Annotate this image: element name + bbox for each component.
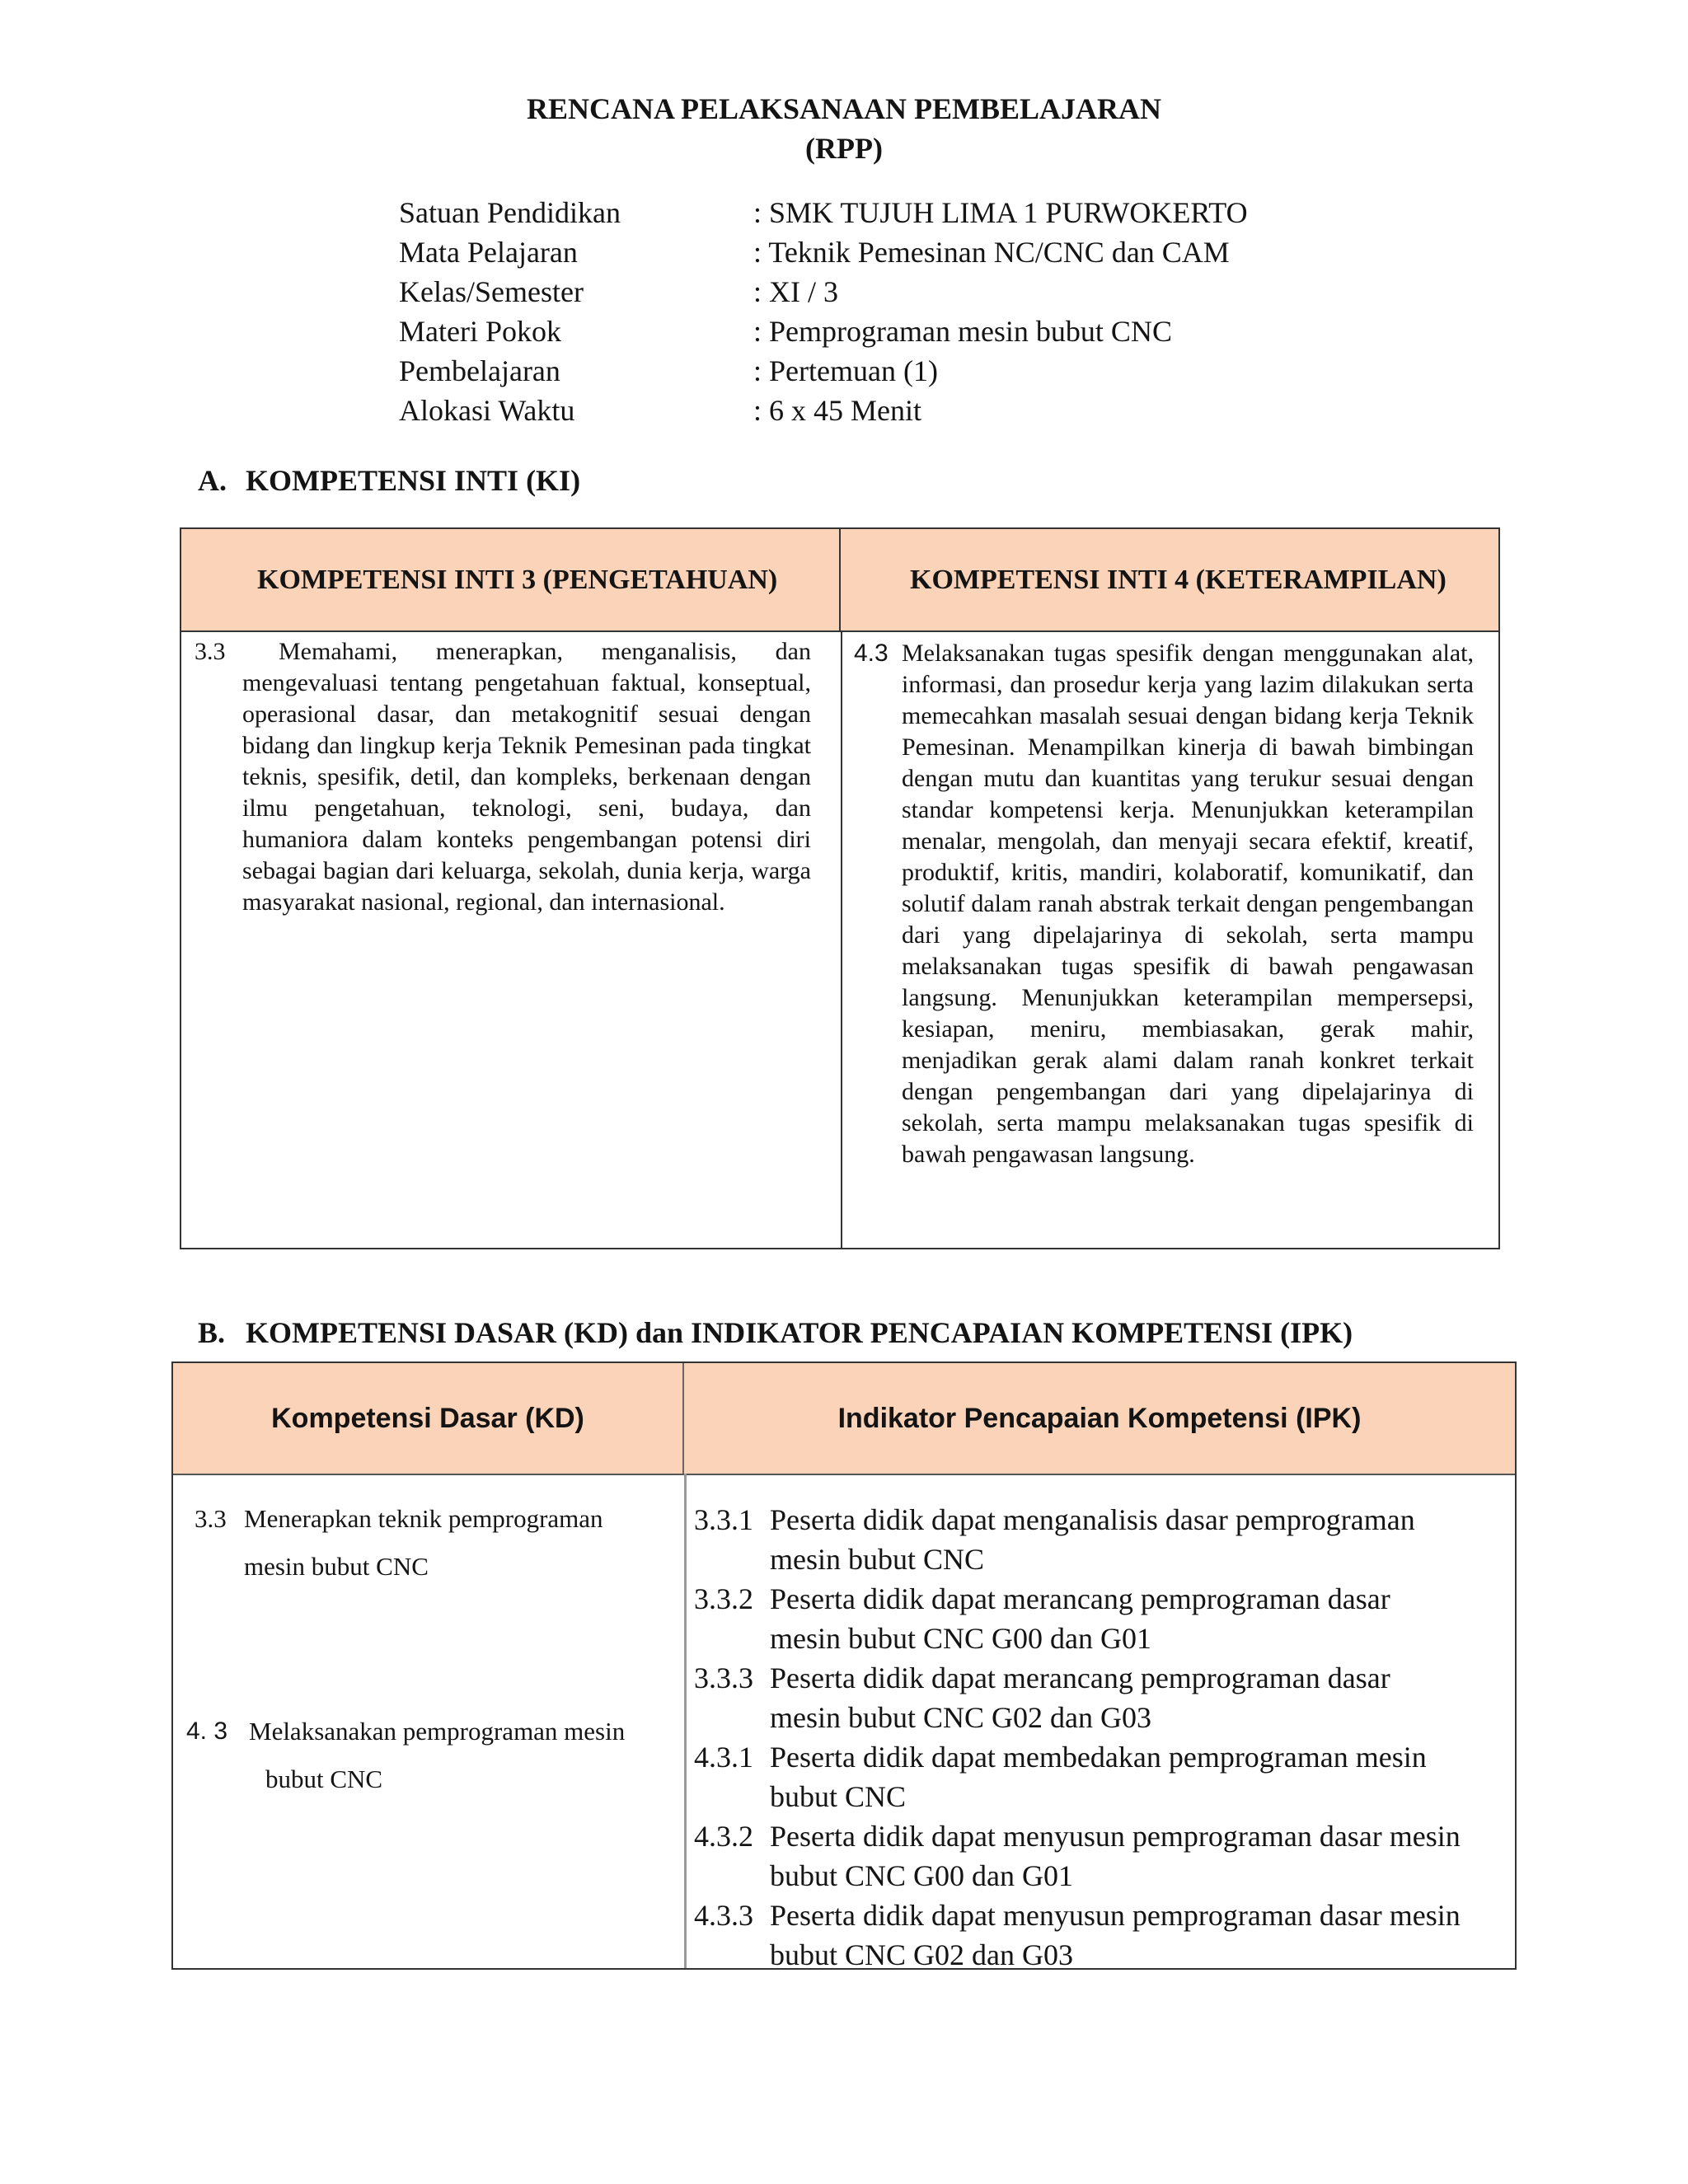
section-letter: A.	[198, 464, 227, 497]
ipk-number: 4.3.2	[694, 1820, 753, 1853]
section-title: KOMPETENSI INTI (KI)	[246, 464, 581, 497]
kd-number: 3.3	[195, 1504, 227, 1533]
kd-column-header: Kompetensi Dasar (KD)	[173, 1363, 684, 1474]
info-label: Pembelajaran	[399, 354, 560, 387]
info-value: : Teknik Pemesinan NC/CNC dan CAM	[753, 236, 1230, 269]
ipk-number: 3.3.1	[694, 1503, 753, 1536]
document-subtitle: (RPP)	[805, 132, 883, 165]
info-value: : Pemprograman mesin bubut CNC	[753, 315, 1172, 348]
document-title: RENCANA PELAKSANAAN PEMBELAJARAN	[526, 92, 1162, 125]
kd-number: 4. 3	[186, 1718, 228, 1745]
info-value: : XI / 3	[753, 275, 838, 308]
table-divider	[841, 630, 842, 1249]
ki3-number: 3.3	[195, 638, 226, 665]
info-value: : 6 x 45 Menit	[753, 394, 921, 427]
section-letter: B.	[198, 1316, 226, 1349]
kd-text: Melaksanakan pemprograman mesin	[249, 1717, 626, 1746]
ipk-text: Peserta didik dapat merancang pemprograman dasar	[770, 1661, 1390, 1694]
table-divider	[684, 1474, 687, 1968]
section-title: KOMPETENSI DASAR (KD) dan INDIKATOR PENCAPAIAN KOMPETENSI (IPK)	[246, 1316, 1353, 1349]
ipk-text: Peserta didik dapat membedakan pemprograman mesin	[770, 1741, 1427, 1774]
kd-text: mesin bubut CNC	[244, 1552, 429, 1581]
section-a-heading	[198, 462, 580, 499]
ki4-number: 4.3	[854, 640, 889, 667]
ipk-number: 4.3.3	[694, 1899, 753, 1932]
ipk-text: bubut CNC G00 dan G01	[770, 1859, 1073, 1892]
ki3-text: Memahami, menerapkan, menganalisis, dan mengevaluasi tentang pengetahuan faktual, konseptual, operasional dasar, dan metakognitif sesuai dengan bidang dan lingkup kerja Teknik Pemesinan pada tingkat teknis, spesifik, detil, dan kompleks, berkenaan dengan ilmu pengetahuan, teknologi, seni, budaya, dan humaniora dalam konteks pengembangan potensi diri sebagai bagian dari keluarga, sekolah, dunia kerja, warga masyarakat nasional, regional, dan internasional.	[242, 638, 811, 916]
table-divider	[173, 1474, 1515, 1475]
ipk-text: mesin bubut CNC	[770, 1543, 985, 1576]
ipk-number: 3.3.3	[694, 1661, 753, 1694]
info-label: Kelas/Semester	[399, 275, 584, 308]
info-label: Mata Pelajaran	[399, 236, 578, 269]
ipk-text: Peserta didik dapat menyusun pemprograman dasar mesin	[770, 1899, 1461, 1932]
table-divider	[181, 630, 1498, 632]
kd-text: Menerapkan teknik pemprograman	[244, 1504, 603, 1533]
ipk-text: mesin bubut CNC G00 dan G01	[770, 1622, 1151, 1655]
ipk-text: Peserta didik dapat menganalisis dasar pemprograman	[770, 1503, 1415, 1536]
info-label: Materi Pokok	[399, 315, 561, 348]
info-label: Alokasi Waktu	[399, 394, 575, 427]
ipk-text: bubut CNC	[770, 1780, 907, 1813]
ipk-number: 4.3.1	[694, 1741, 753, 1774]
ipk-column-header: Indikator Pencapaian Kompetensi (IPK)	[684, 1363, 1515, 1474]
info-value: : Pertemuan (1)	[753, 354, 938, 387]
ki-table	[180, 527, 1500, 1249]
ipk-number: 3.3.2	[694, 1582, 753, 1615]
ki4-text: Melaksanakan tugas spesifik dengan menggunakan alat, informasi, dan prosedur kerja yang lazim dilakukan serta memecahkan masalah sesuai dengan bidang kerja Teknik Pemesinan. Menampilkan kinerja di bawah bimbingan dengan mutu dan kuantitas yang terukur sesuai dengan standar kompetensi kerja. Menunjukkan keterampilan menalar, mengolah, dan menyaji secara efektif, kreatif, produktif, kritis, mandiri, kolaboratif, komunikatif, dan solutif dalam ranah abstrak terkait dengan pengembangan dari yang dipelajarinya di sekolah, serta mampu melaksanakan tugas spesifik di bawah pengawasan langsung. Menunjukkan keterampilan mempersepsi, kesiapan, meniru, membiasakan, gerak mahir, menjadikan gerak alami dalam ranah konkret terkait dengan pengembangan dari yang dipelajarinya di sekolah, serta mampu melaksanakan tugas spesifik di bawah pengawasan langsung.	[902, 640, 1474, 1168]
kd-text: bubut CNC	[265, 1765, 383, 1793]
ipk-text: mesin bubut CNC G02 dan G03	[770, 1701, 1151, 1734]
section-b-heading	[198, 1314, 1353, 1352]
ki4-column-header: KOMPETENSI INTI 4 (KETERAMPILAN)	[841, 529, 1498, 630]
info-label: Satuan Pendidikan	[399, 196, 621, 229]
info-value: : SMK TUJUH LIMA 1 PURWOKERTO	[753, 196, 1248, 229]
ipk-text: Peserta didik dapat merancang pemprograman dasar	[770, 1582, 1390, 1615]
ki3-column-header: KOMPETENSI INTI 3 (PENGETAHUAN)	[181, 529, 841, 630]
ipk-text: Peserta didik dapat menyusun pemprograman dasar mesin	[770, 1820, 1461, 1853]
ipk-text: bubut CNC G02 dan G03	[770, 1938, 1073, 1971]
